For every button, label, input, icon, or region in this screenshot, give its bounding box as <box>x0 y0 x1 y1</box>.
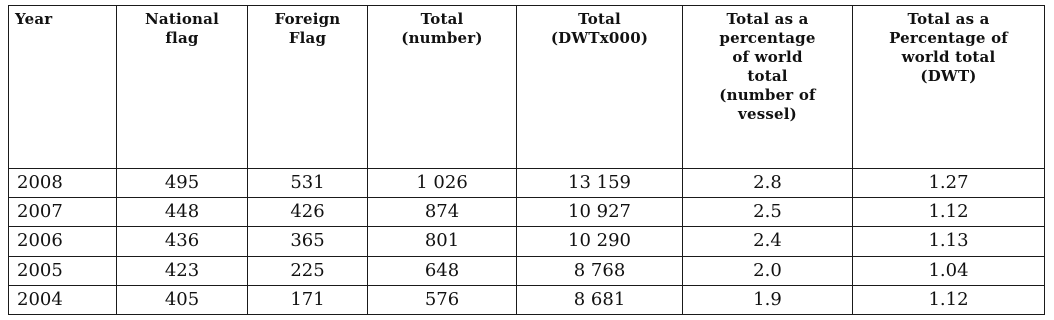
table-row <box>9 285 1045 314</box>
table-row <box>9 227 1045 256</box>
cell-percent-number: 1.9 <box>683 285 853 314</box>
cell-foreign-flag: 225 <box>248 256 368 285</box>
cell-total-dwt: 8 681 <box>517 285 683 314</box>
cell-percent-number: 2.5 <box>683 198 853 227</box>
cell-year: 2007 <box>9 198 117 227</box>
cell-percent-number: 2.4 <box>683 227 853 256</box>
cell-year: 2008 <box>9 169 117 198</box>
header-percent-dwt <box>853 6 1045 169</box>
header-national-flag <box>117 6 248 169</box>
cell-foreign-flag: 426 <box>248 198 368 227</box>
header-total-dwt <box>517 6 683 169</box>
cell-total-number: 576 <box>368 285 517 314</box>
header-foreign-flag-label: Foreign Flag <box>274 10 341 47</box>
cell-percent-dwt: 1.27 <box>853 169 1045 198</box>
header-total-number <box>368 6 517 169</box>
table-header <box>9 6 1045 169</box>
cell-year: 2005 <box>9 256 117 285</box>
cell-foreign-flag: 171 <box>248 285 368 314</box>
fleet-table-container <box>8 5 1044 315</box>
cell-total-number: 1 026 <box>368 169 517 198</box>
cell-national-flag: 423 <box>117 256 248 285</box>
table-row <box>9 169 1045 198</box>
header-percent-dwt-label: Total as a Percentage of world total (DWT) <box>889 10 1008 85</box>
cell-total-dwt: 8 768 <box>517 256 683 285</box>
header-total-dwt-label: Total (DWTx000) <box>550 10 649 47</box>
header-foreign-flag <box>248 6 368 169</box>
cell-total-dwt: 13 159 <box>517 169 683 198</box>
header-percent-number <box>683 6 853 169</box>
table-row <box>9 256 1045 285</box>
header-year-label: Year <box>15 10 53 28</box>
cell-percent-number: 2.0 <box>683 256 853 285</box>
cell-percent-dwt: 1.12 <box>853 198 1045 227</box>
table-body <box>9 169 1045 315</box>
header-row <box>9 6 1045 169</box>
header-year <box>9 6 117 169</box>
cell-national-flag: 448 <box>117 198 248 227</box>
cell-percent-dwt: 1.12 <box>853 285 1045 314</box>
cell-total-dwt: 10 927 <box>517 198 683 227</box>
cell-total-dwt: 10 290 <box>517 227 683 256</box>
cell-national-flag: 495 <box>117 169 248 198</box>
cell-total-number: 648 <box>368 256 517 285</box>
cell-total-number: 801 <box>368 227 517 256</box>
cell-total-number: 874 <box>368 198 517 227</box>
cell-foreign-flag: 531 <box>248 169 368 198</box>
header-total-number-label: Total (number) <box>401 10 483 47</box>
header-national-flag-label: National flag <box>145 10 219 47</box>
cell-national-flag: 436 <box>117 227 248 256</box>
cell-year: 2006 <box>9 227 117 256</box>
cell-percent-dwt: 1.04 <box>853 256 1045 285</box>
cell-national-flag: 405 <box>117 285 248 314</box>
cell-percent-dwt: 1.13 <box>853 227 1045 256</box>
cell-year: 2004 <box>9 285 117 314</box>
header-percent-number-label: Total as a percentage of world total (number of vessel) <box>719 10 816 123</box>
fleet-statistics-table <box>8 5 1045 315</box>
cell-percent-number: 2.8 <box>683 169 853 198</box>
cell-foreign-flag: 365 <box>248 227 368 256</box>
table-row <box>9 198 1045 227</box>
